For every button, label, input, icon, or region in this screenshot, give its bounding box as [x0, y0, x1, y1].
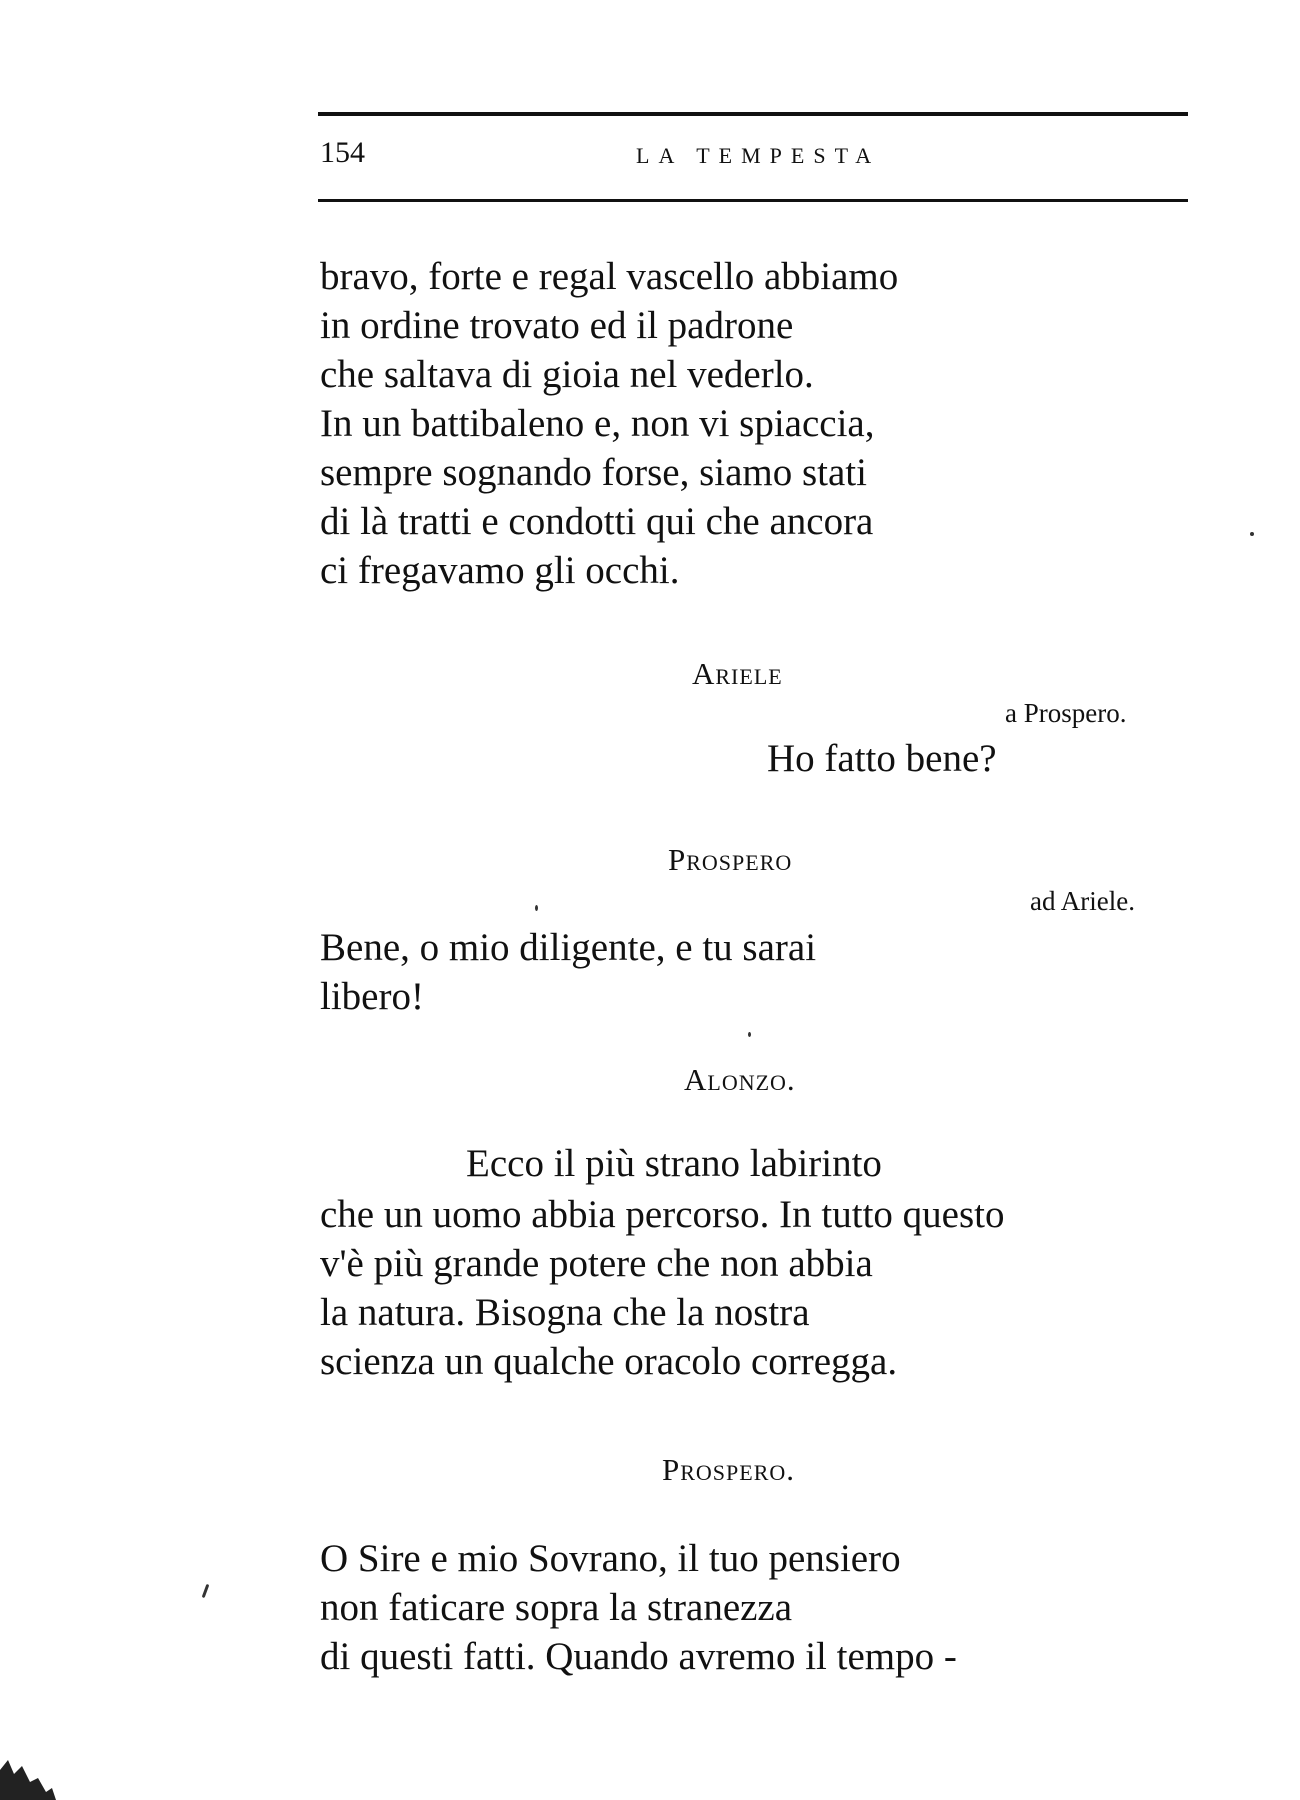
verse-line: la natura. Bisogna che la nostra: [320, 1291, 810, 1334]
speaker-ariele: Ariele: [692, 656, 783, 691]
verse-block-prospero-1: [320, 923, 816, 1021]
verse-block-1: [320, 252, 898, 595]
header-rule-bottom: [318, 199, 1188, 202]
speaker-alonzo: Alonzo.: [684, 1062, 796, 1097]
verse-line: di questi fatti. Quando avremo il tempo -: [320, 1635, 957, 1678]
verse-line: che un uomo abbia percorso. In tutto questo: [320, 1193, 1005, 1236]
scan-speck: [535, 905, 538, 911]
header-rule-top: [318, 112, 1188, 116]
verse-line: In un battibaleno e, non vi spiaccia,: [320, 402, 875, 445]
stage-direction-ariele: a Prospero.: [1005, 698, 1127, 728]
verse-line: sempre sognando forse, siamo stati: [320, 451, 867, 494]
verse-line: v'è più grande potere che non abbia: [320, 1242, 873, 1285]
verse-line: bravo, forte e regal vascello abbiamo: [320, 255, 899, 298]
page-number: 154: [320, 136, 365, 169]
verse-line: Bene, o mio diligente, e tu sarai: [320, 926, 817, 969]
verse-block-prospero-2: [320, 1534, 957, 1681]
verse-block-alonzo: [320, 1190, 1005, 1386]
scan-corner-smudge: [0, 1730, 60, 1800]
verse-line: non faticare sopra la stranezza: [320, 1586, 793, 1629]
scan-speck: [748, 1032, 751, 1037]
verse-line: che saltava di gioia nel vederlo.: [320, 353, 814, 396]
running-title: LA TEMPESTA: [636, 143, 881, 168]
verse-line: in ordine trovato ed il padrone: [320, 304, 794, 347]
verse-line: libero!: [320, 975, 424, 1018]
scan-speck: [1250, 532, 1254, 536]
verse-line: di là tratti e condotti qui che ancora: [320, 500, 874, 543]
verse-line-alonzo-first: Ecco il più strano labirinto: [466, 1142, 882, 1185]
speaker-prospero-2: Prospero.: [662, 1452, 796, 1487]
stage-direction-prospero: ad Ariele.: [1030, 886, 1135, 916]
verse-line: ci fregavamo gli occhi.: [320, 549, 680, 592]
verse-line-ariele: Ho fatto bene?: [767, 737, 997, 780]
verse-line: scienza un qualche oracolo corregga.: [320, 1340, 898, 1383]
speaker-prospero: Prospero: [668, 842, 793, 877]
scan-mark: [202, 1584, 210, 1598]
verse-line: O Sire e mio Sovrano, il tuo pensiero: [320, 1537, 901, 1580]
